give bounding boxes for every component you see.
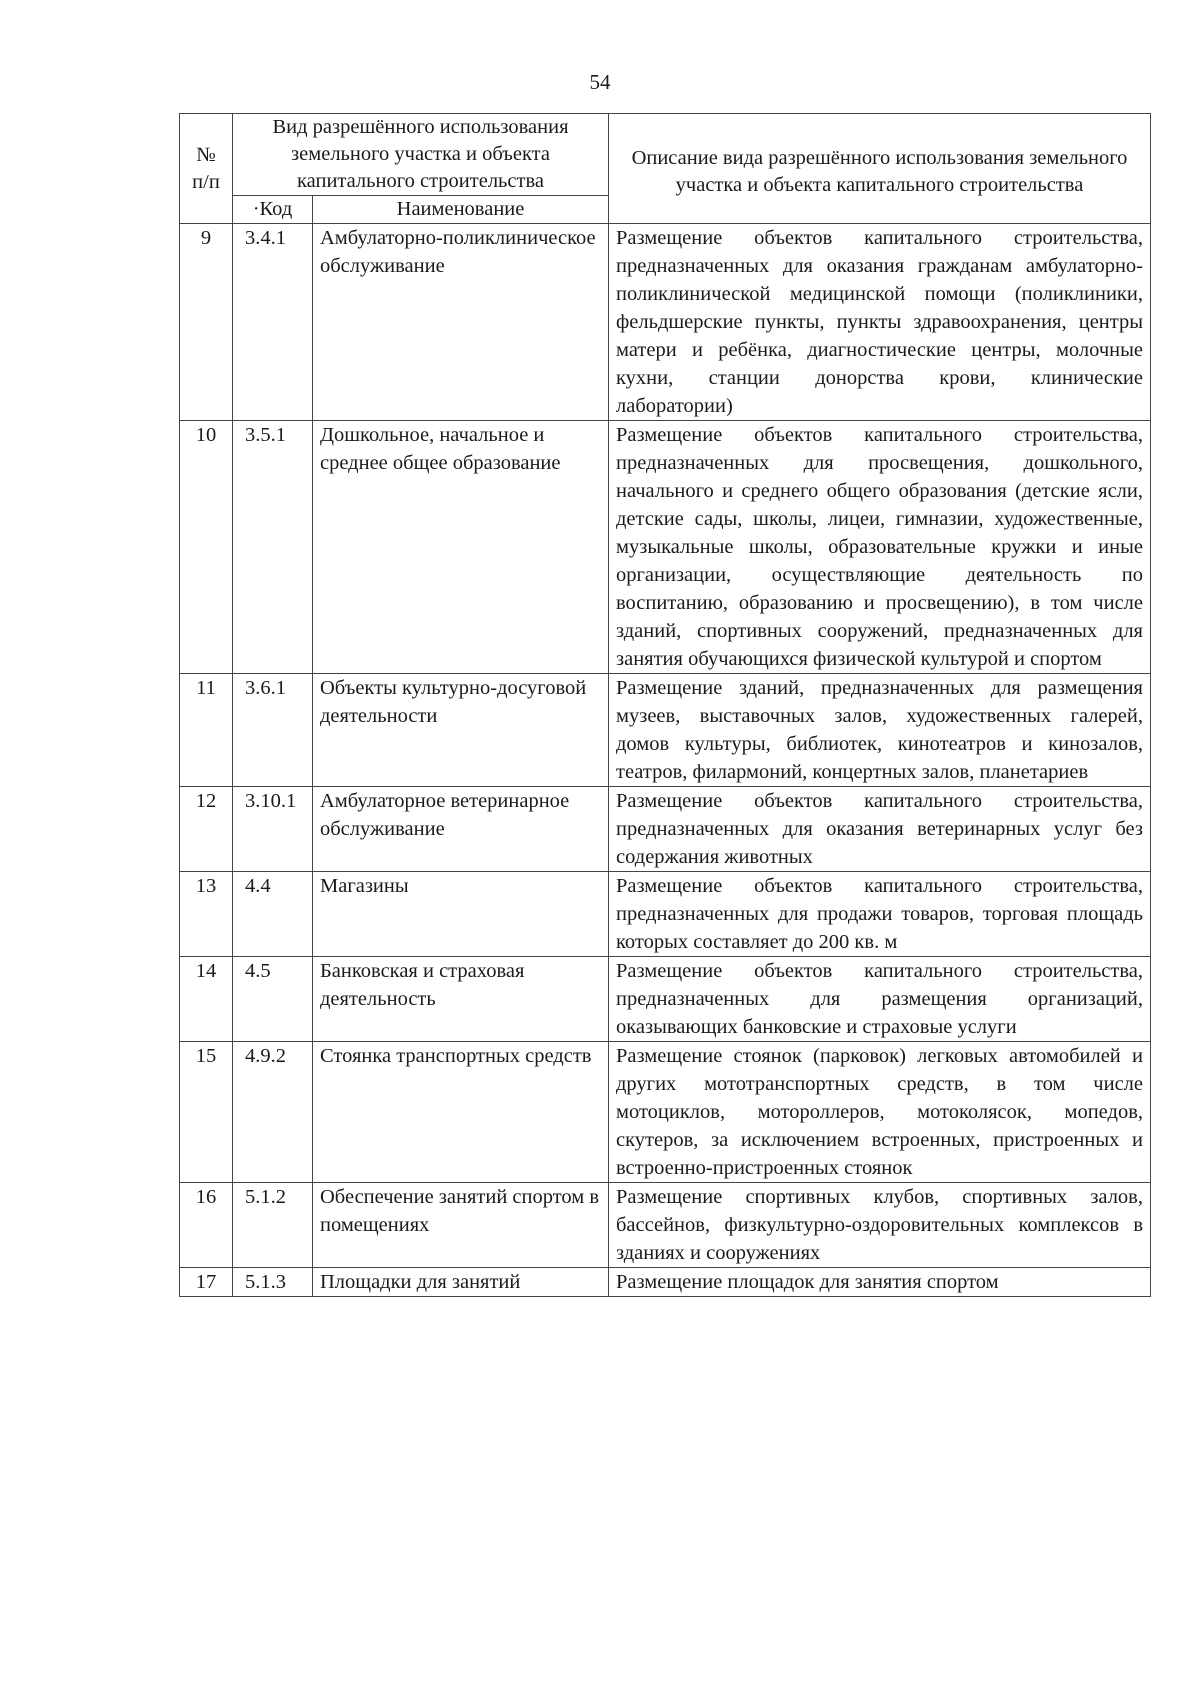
- row-code: 3.4.1: [233, 224, 313, 421]
- row-code: 4.4: [233, 872, 313, 957]
- header-num: № п/п: [180, 114, 233, 224]
- row-name: Банковская и страховая деятельность: [313, 957, 609, 1042]
- header-group: Вид разрешённого использования земельного участка и объекта капитального строительства: [233, 114, 609, 196]
- table-row: [180, 674, 1151, 787]
- row-code: 5.1.3: [233, 1268, 313, 1297]
- header-description: Описание вида разрешённого использования земельного участка и объекта капитального строительства: [609, 114, 1151, 224]
- row-name: Обеспечение занятий спортом в помещениях: [313, 1183, 609, 1268]
- row-description: Размещение объектов капитального строительства, предназначенных для размещения организаций, оказывающих банковские и страховые услуги: [609, 957, 1151, 1042]
- row-description: Размещение объектов капитального строительства, предназначенных для оказания ветеринарных услуг без содержания животных: [609, 787, 1151, 872]
- row-name: Объекты культурно-досуговой деятельности: [313, 674, 609, 787]
- table-row: [180, 957, 1151, 1042]
- row-num: 9: [180, 224, 233, 421]
- row-name: Стоянка транспортных средств: [313, 1042, 609, 1183]
- table-row: [180, 224, 1151, 421]
- row-num: 10: [180, 421, 233, 674]
- row-num: 17: [180, 1268, 233, 1297]
- row-code: 3.10.1: [233, 787, 313, 872]
- row-description: Размещение площадок для занятия спортом: [609, 1268, 1151, 1297]
- row-name: Дошкольное, начальное и среднее общее образование: [313, 421, 609, 674]
- row-code: 4.5: [233, 957, 313, 1042]
- table-row: [180, 1268, 1151, 1297]
- table-row: [180, 1183, 1151, 1268]
- page-number: 54: [589, 70, 611, 94]
- row-code: 5.1.2: [233, 1183, 313, 1268]
- table-body: [180, 224, 1151, 1297]
- row-name: Амбулаторно-поликлиническое обслуживание: [313, 224, 609, 421]
- row-code: 3.6.1: [233, 674, 313, 787]
- land-use-table: [179, 113, 1151, 1297]
- table-row: [180, 787, 1151, 872]
- row-num: 16: [180, 1183, 233, 1268]
- header-name: Наименование: [313, 196, 609, 224]
- header-code: ·Код: [233, 196, 313, 224]
- row-num: 13: [180, 872, 233, 957]
- row-description: Размещение объектов капитального строительства, предназначенных для оказания гражданам амбулаторно-поликлинической медицинской помощи (поликлиники, фельдшерские пункты, пункты здравоохранения, центры матери и ребёнка, диагностические центры, молочные кухни, станции донорства крови, клинические лаборатории): [609, 224, 1151, 421]
- row-code: 3.5.1: [233, 421, 313, 674]
- table-header: [180, 114, 1151, 224]
- row-code: 4.9.2: [233, 1042, 313, 1183]
- row-description: Размещение спортивных клубов, спортивных залов, бассейнов, физкультурно-оздоровительных комплексов в зданиях и сооружениях: [609, 1183, 1151, 1268]
- row-description: Размещение объектов капитального строительства, предназначенных для просвещения, дошкольного, начального и среднего общего образования (детские ясли, детские сады, школы, лицеи, гимназии, художественные, музыкальные школы, образовательные кружки и иные организации, осуществляющие деятельность по воспитанию, образованию и просвещению), в том числе зданий, спортивных сооружений, предназначенных для занятия обучающихся физической культурой и спортом: [609, 421, 1151, 674]
- row-name: Магазины: [313, 872, 609, 957]
- row-name: Площадки для занятий: [313, 1268, 609, 1297]
- row-description: Размещение объектов капитального строительства, предназначенных для продажи товаров, торговая площадь которых составляет до 200 кв. м: [609, 872, 1151, 957]
- row-description: Размещение зданий, предназначенных для размещения музеев, выставочных залов, художественных галерей, домов культуры, библиотек, кинотеатров и кинозалов, театров, филармоний, концертных залов, планетариев: [609, 674, 1151, 787]
- row-description: Размещение стоянок (парковок) легковых автомобилей и других мототранспортных средств, в том числе мотоциклов, мотороллеров, мотоколясок, мопедов, скутеров, за исключением встроенных, пристроенных и встроенно-пристроенных стоянок: [609, 1042, 1151, 1183]
- row-num: 11: [180, 674, 233, 787]
- table-row: [180, 1042, 1151, 1183]
- row-num: 14: [180, 957, 233, 1042]
- row-num: 12: [180, 787, 233, 872]
- row-name: Амбулаторное ветеринарное обслуживание: [313, 787, 609, 872]
- table-row: [180, 421, 1151, 674]
- table-row: [180, 872, 1151, 957]
- row-num: 15: [180, 1042, 233, 1183]
